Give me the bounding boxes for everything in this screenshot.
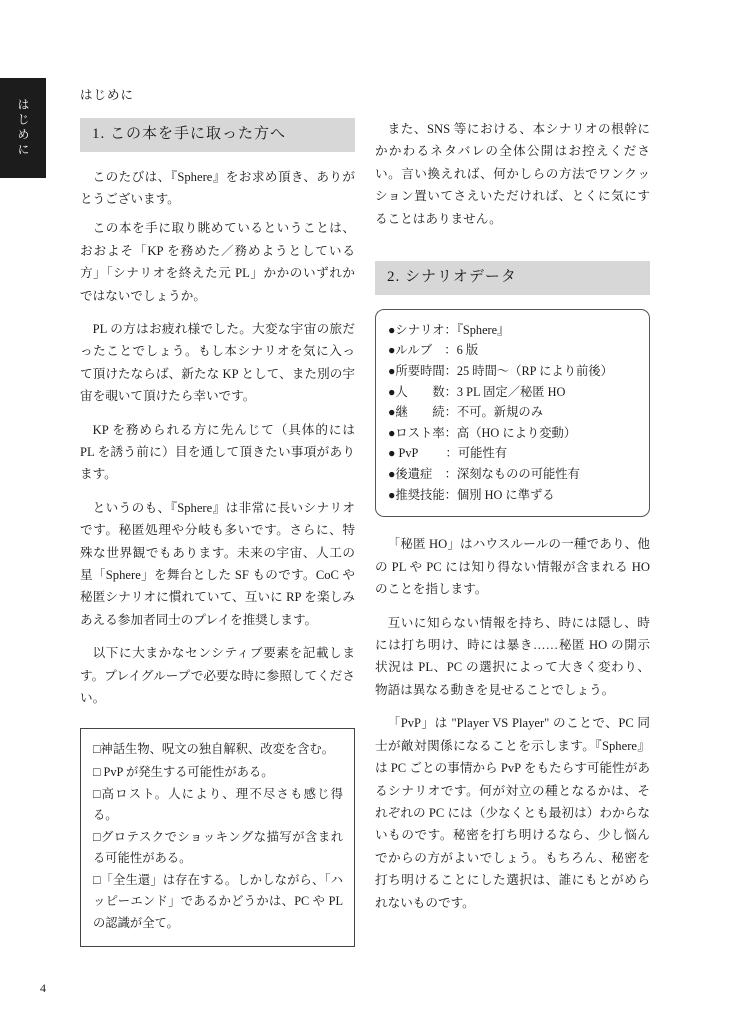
sensitive-item: □「全生還」は存在する。しかしながら、「ハッピーエンド」であるかどうかは、PC や PL の認識が全て。 xyxy=(93,873,343,930)
scenario-data-row: ●人 数：3 PL 固定／秘匿 HO xyxy=(388,384,566,399)
paragraph: 「秘匿 HO」はハウスルールの一種であり、他の PL や PC には知り得ない情報が含まれる HO のことを指します。 xyxy=(375,537,650,597)
section-heading-2: 2. シナリオデータ xyxy=(375,261,650,295)
scenario-data-row: ●後遺症 ：深刻なものの可能性有 xyxy=(388,467,580,482)
running-head: はじめに xyxy=(80,88,135,102)
sensitive-item: □高ロスト。人により、理不尽さも感じ得る。 xyxy=(93,786,343,822)
scenario-data-row: ●ルルブ ：6 版 xyxy=(388,343,479,358)
scenario-data-row: ●推奨技能：個別 HO に準ずる xyxy=(388,487,555,502)
scenario-data-row: ●ロスト率：高（HO により変動） xyxy=(388,425,577,440)
chapter-side-tab-label: はじめに xyxy=(16,98,30,158)
scenario-data-row: ●シナリオ：『Sphere』 xyxy=(388,322,510,337)
sensitive-item: □ PvP が発生する可能性がある。 xyxy=(93,764,274,779)
spacer xyxy=(80,720,355,728)
scenario-data-row: ●継 続：不可。新規のみ xyxy=(388,405,543,420)
paragraph: 互いに知らない情報を持ち、時には隠し、時には打ち明け、時には暴き……秘匿 HO の開示状況は PL、PC の選択によって大きく変わり、物語は異なる動きを見せることでしょう。 xyxy=(375,615,650,697)
scenario-data-row: ● PvP ：可能性有 xyxy=(388,446,508,461)
scenario-data-row: ●所要時間：25 時間〜（RP により前後） xyxy=(388,363,613,378)
sensitive-item: □神話生物、呪文の独自解釈、改変を含む。 xyxy=(93,742,335,757)
paragraph: 以下に大まかなセンシティブ要素を記載します。プレイグループで必要な時に参照してください。 xyxy=(80,646,355,706)
paragraph: また、SNS 等における、本シナリオの根幹にかかわるネタバレの全体公開はお控えください。言い換えれば、何かしらの方法でワンクッション置いてさえいただければ、とくに気にすることはありません。 xyxy=(375,122,650,226)
paragraph: というのも、『Sphere』は非常に長いシナリオです。秘匿処理や分岐も多いです。さらに、特殊な世界観でもあります。未来の宇宙、人工の星「Sphere」を舞台とした SF ものです。CoC や秘匿シナリオに慣れていて、互いに RP を楽しみあえる参加者同士のプレイを推奨します。 xyxy=(80,500,355,627)
paragraph: KP を務められる方に先んじて（具体的には PL を誘う前に）目を通して頂きたい事項があります。 xyxy=(80,422,355,482)
chapter-side-tab xyxy=(0,78,46,178)
page-number: 4 xyxy=(40,981,46,995)
sensitive-item: □グロテスクでショッキングな描写が含まれる可能性がある。 xyxy=(93,830,343,866)
left-column xyxy=(80,118,355,947)
section-heading-1: 1. この本を手に取った方へ xyxy=(80,118,355,152)
paragraph: PL の方はお疲れ様でした。大変な宇宙の旅だったことでしょう。もし本シナリオを気に入って頂けたならば、新たな KP として、また別の宇宙を覗いて頂けたら幸いです。 xyxy=(80,321,355,404)
paragraph: このたびは、『Sphere』をお求め頂き、ありがとうございます。 xyxy=(80,169,355,206)
spacer xyxy=(375,241,650,255)
sensitive-content-box xyxy=(80,728,355,946)
scenario-data-box xyxy=(375,309,650,518)
paragraph: この本を手に取り眺めているということは、おおよそ「KP を務めた／務めようとしている方」「シナリオを終えた元 PL」かかのいずれかではないでしょうか。 xyxy=(80,221,355,303)
right-column xyxy=(375,118,650,925)
paragraph: 「PvP」は "Player VS Player" のことで、PC 同士が敵対関係になることを示します。『Sphere』は PC ごとの事情から PvP をもたらす可能性があるシナリオです。何が対立の種となるかは、それぞれの PC には（少なくとも最初は）わからないものです。秘密を打ち明けるなら、少し悩んでからの方がよいでしょう。もちろん、秘密を打ち明けることにした選択は、誰にもとがめられないものです。 xyxy=(375,716,650,910)
